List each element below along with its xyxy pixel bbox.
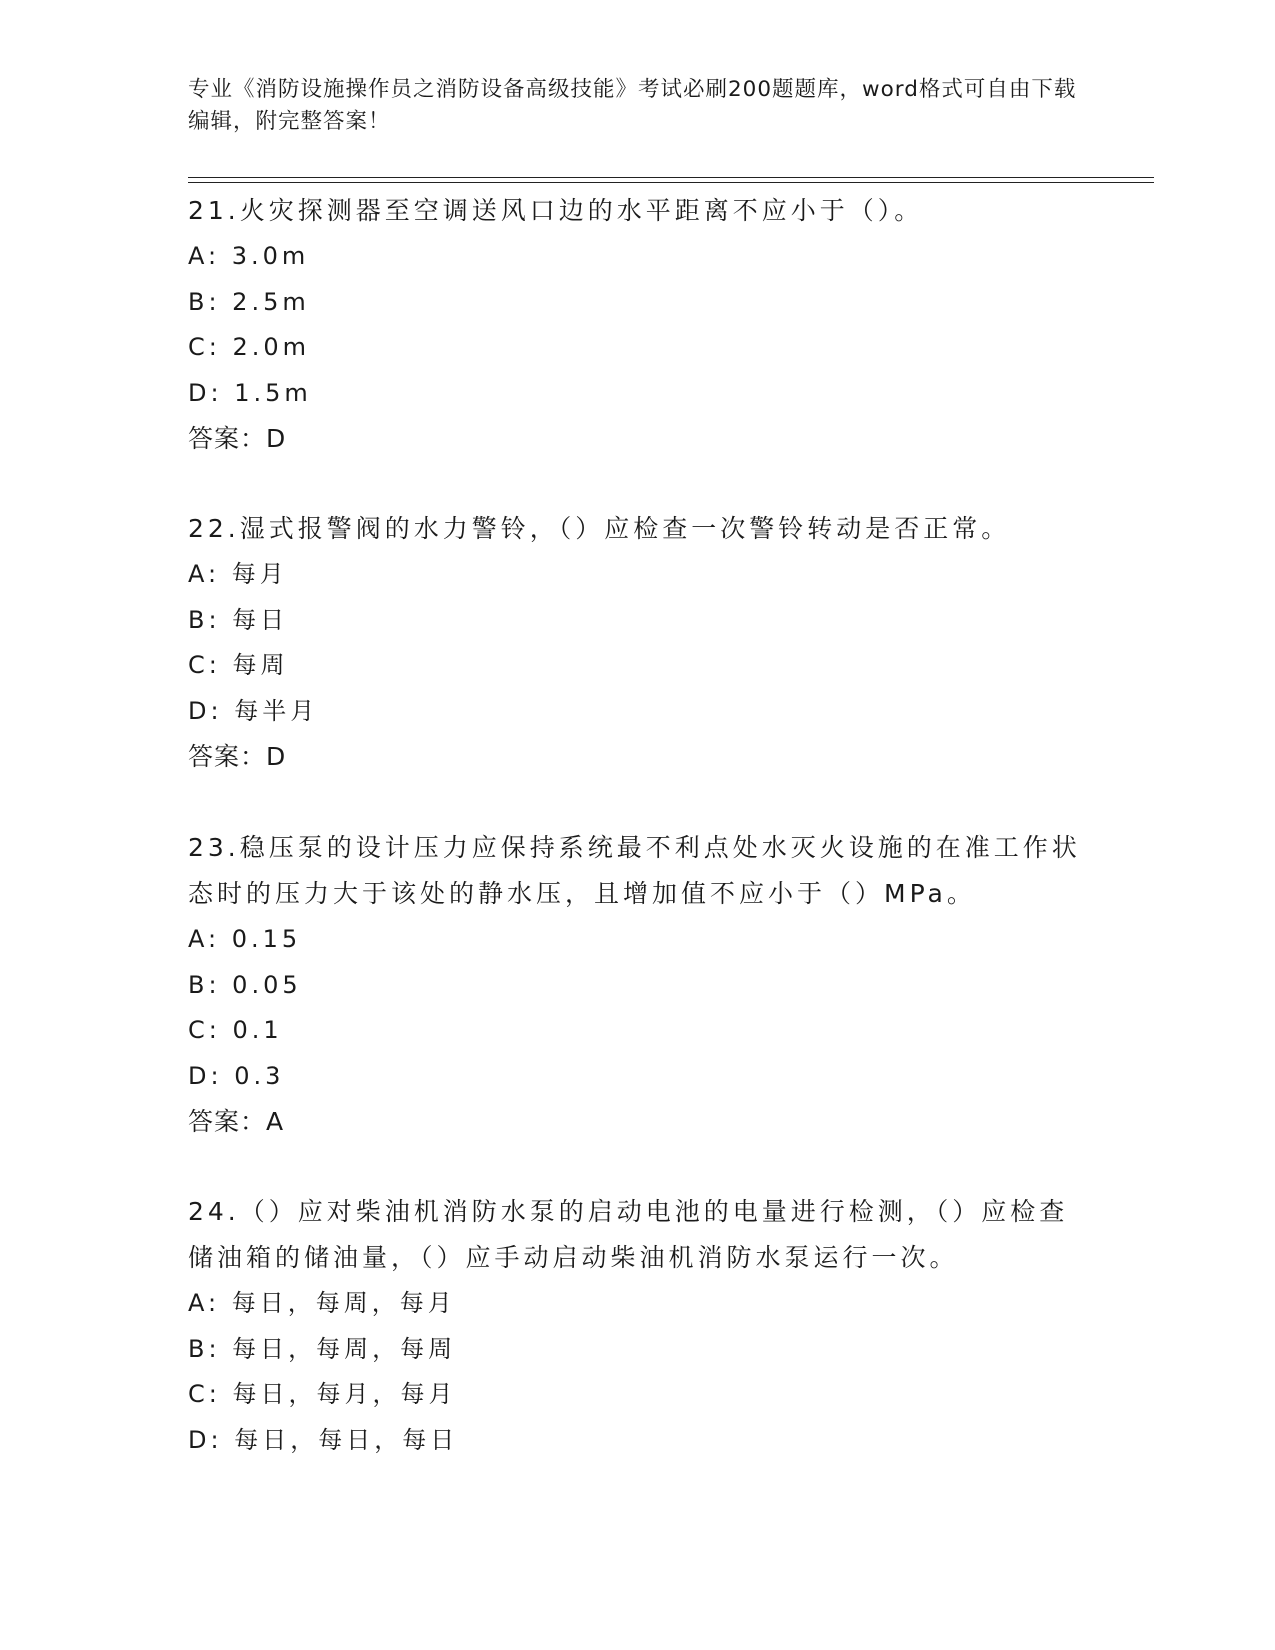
document-header: 专业《消防设施操作员之消防设备高级技能》考试必刷200题题库，word格式可自由下载编辑，附完整答案！ <box>188 77 1077 134</box>
option-a: A: 每月 <box>188 560 288 588</box>
question-stem: 24.（）应对柴油机消防水泵的启动电池的电量进行检测，（）应检查储油箱的储油量，（）应手动启动柴油机消防水泵运行一次。 <box>188 1197 1069 1272</box>
option-d: D: 0.3 <box>188 1061 285 1090</box>
option-b: B: 2.5m <box>188 287 310 316</box>
option-d: D: 每半月 <box>188 696 319 725</box>
option-c: C: 每周 <box>188 651 289 679</box>
option-d: D: 1.5m <box>188 378 312 407</box>
option-c: C: 每日，每月，每月 <box>188 1380 457 1408</box>
answer-line: 答案：D <box>188 742 287 771</box>
question-23 <box>188 825 1088 1145</box>
option-b: B: 每日，每周，每周 <box>188 1334 457 1363</box>
option-b: B: 每日 <box>188 605 289 634</box>
question-24 <box>188 1189 1088 1463</box>
option-c: C: 2.0m <box>188 333 311 361</box>
question-stem: 21.火灾探测器至空调送风口边的水平距离不应小于（）。 <box>188 196 924 225</box>
option-b: B: 0.05 <box>188 970 302 999</box>
option-d: D: 每日，每日，每日 <box>188 1425 459 1454</box>
option-a: A: 3.0m <box>188 242 310 270</box>
option-c: C: 0.1 <box>188 1016 283 1044</box>
header-divider-bottom <box>188 182 1154 183</box>
question-stem: 22.湿式报警阀的水力警铃，（）应检查一次警铃转动是否正常。 <box>188 514 1011 543</box>
answer-line: 答案：D <box>188 424 287 453</box>
option-a: A: 每日，每周，每月 <box>188 1289 456 1317</box>
question-22 <box>188 506 1088 780</box>
option-a: A: 0.15 <box>188 925 302 953</box>
answer-line: 答案：A <box>188 1107 285 1136</box>
header-divider-top <box>188 177 1154 178</box>
question-stem: 23.稳压泵的设计压力应保持系统最不利点处水灭火设施的在准工作状态时的压力大于该处的静水压，且增加值不应小于（）MPa。 <box>188 833 1081 908</box>
question-21 <box>188 188 1088 462</box>
